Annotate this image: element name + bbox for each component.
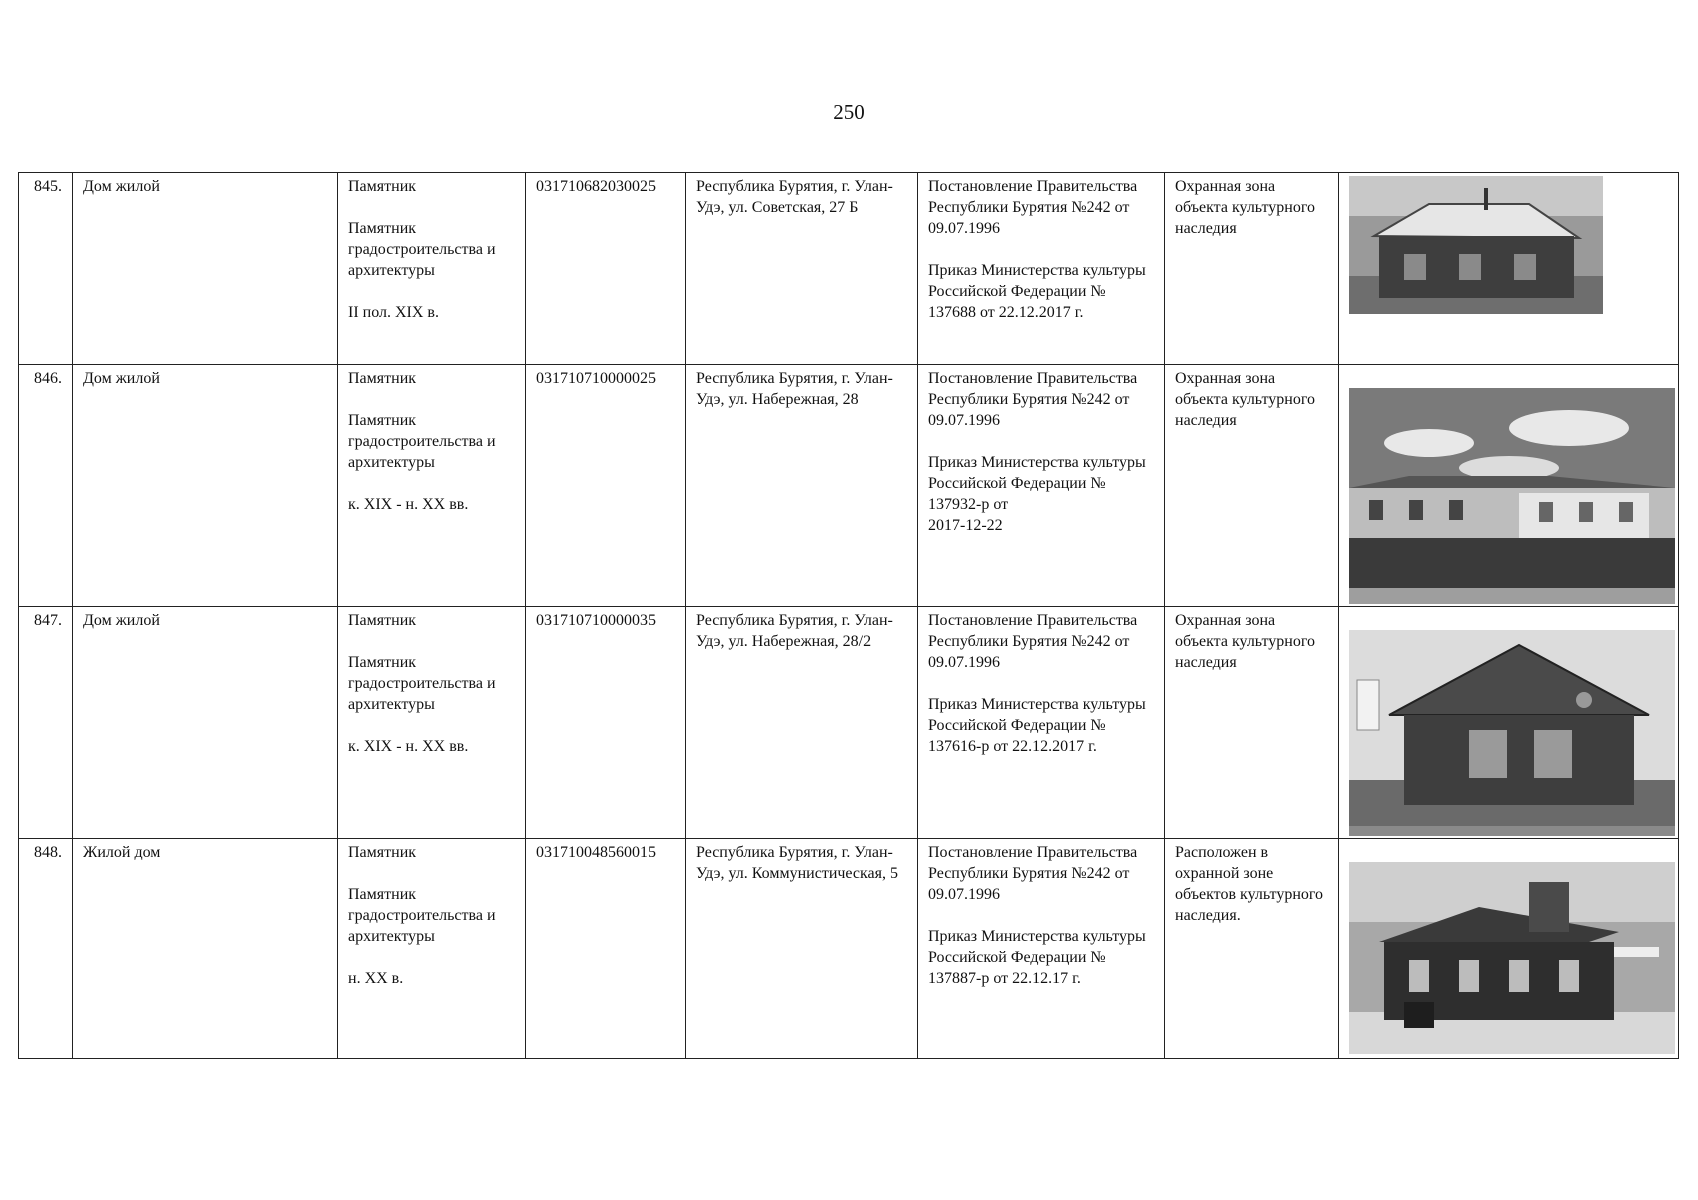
- category-type: Памятник: [348, 370, 417, 387]
- table-row: [19, 607, 1679, 839]
- object-photo-cell: [1339, 365, 1679, 607]
- object-address: Республика Бурятия, г. Улан-Удэ, ул. Набережная, 28: [686, 365, 918, 607]
- object-address: Республика Бурятия, г. Улан-Удэ, ул. Советская, 27 Б: [686, 173, 918, 365]
- object-photo-cell: [1339, 607, 1679, 839]
- log-house-photo-icon: [1349, 862, 1675, 1054]
- registry-number: 031710710000025: [526, 365, 686, 607]
- legal-documents: Постановление Правительства Республики Бурятия №242 от 09.07.1996 Приказ Министерства культуры Российской Федерации № 137616-р от 22.12.2017 г.: [918, 607, 1165, 839]
- object-photo-cell: [1339, 173, 1679, 365]
- legal-documents: Постановление Правительства Республики Бурятия №242 от 09.07.1996 Приказ Министерства культуры Российской Федерации № 137887-р от 22.12.17 г.: [918, 839, 1165, 1059]
- row-number: 846.: [19, 365, 73, 607]
- table-row: [19, 173, 1679, 365]
- table-row: [19, 839, 1679, 1059]
- object-category: [338, 173, 526, 365]
- protection-zone: Расположен в охранной зоне объектов культурного наследия.: [1165, 839, 1339, 1059]
- object-name: Дом жилой: [73, 607, 338, 839]
- category-kind: Памятник градостроительства и архитектуры: [348, 886, 496, 945]
- category-kind: Памятник градостроительства и архитектуры: [348, 654, 496, 713]
- category-kind: Памятник градостроительства и архитектуры: [348, 220, 496, 279]
- object-category: [338, 365, 526, 607]
- category-type: Памятник: [348, 844, 417, 861]
- object-name: Жилой дом: [73, 839, 338, 1059]
- object-address: Республика Бурятия, г. Улан-Удэ, ул. Набережная, 28/2: [686, 607, 918, 839]
- object-photo-cell: [1339, 839, 1679, 1059]
- category-dating: к. XIX - н. XX вв.: [348, 496, 469, 513]
- building-photo-icon: [1349, 388, 1675, 604]
- registry-number: 031710048560015: [526, 839, 686, 1059]
- protection-zone: Охранная зона объекта культурного наследия: [1165, 365, 1339, 607]
- heritage-registry-table: [18, 172, 1679, 1059]
- category-dating: н. XX в.: [348, 970, 404, 987]
- registry-number: 031710710000035: [526, 607, 686, 839]
- row-number: 847.: [19, 607, 73, 839]
- row-number: 845.: [19, 173, 73, 365]
- registry-number: 031710682030025: [526, 173, 686, 365]
- wooden-house-photo-icon: [1349, 630, 1675, 836]
- object-name: Дом жилой: [73, 173, 338, 365]
- page-number: 250: [833, 100, 865, 124]
- object-category: [338, 839, 526, 1059]
- row-number: 848.: [19, 839, 73, 1059]
- object-category: [338, 607, 526, 839]
- table-row: [19, 365, 1679, 607]
- protection-zone: Охранная зона объекта культурного наследия: [1165, 607, 1339, 839]
- category-dating: II пол. XIX в.: [348, 304, 439, 321]
- category-kind: Памятник градостроительства и архитектуры: [348, 412, 496, 471]
- object-name: Дом жилой: [73, 365, 338, 607]
- category-type: Памятник: [348, 612, 417, 629]
- category-type: Памятник: [348, 178, 417, 195]
- protection-zone: Охранная зона объекта культурного наследия: [1165, 173, 1339, 365]
- legal-documents: Постановление Правительства Республики Бурятия №242 от 09.07.1996 Приказ Министерства культуры Российской Федерации № 137932-р от 2017-12-22: [918, 365, 1165, 607]
- category-dating: к. XIX - н. XX вв.: [348, 738, 469, 755]
- legal-documents: Постановление Правительства Республики Бурятия №242 от 09.07.1996 Приказ Министерства культуры Российской Федерации № 137688 от 22.12.2017 г.: [918, 173, 1165, 365]
- house-photo-icon: [1349, 176, 1603, 314]
- object-address: Республика Бурятия, г. Улан-Удэ, ул. Коммунистическая, 5: [686, 839, 918, 1059]
